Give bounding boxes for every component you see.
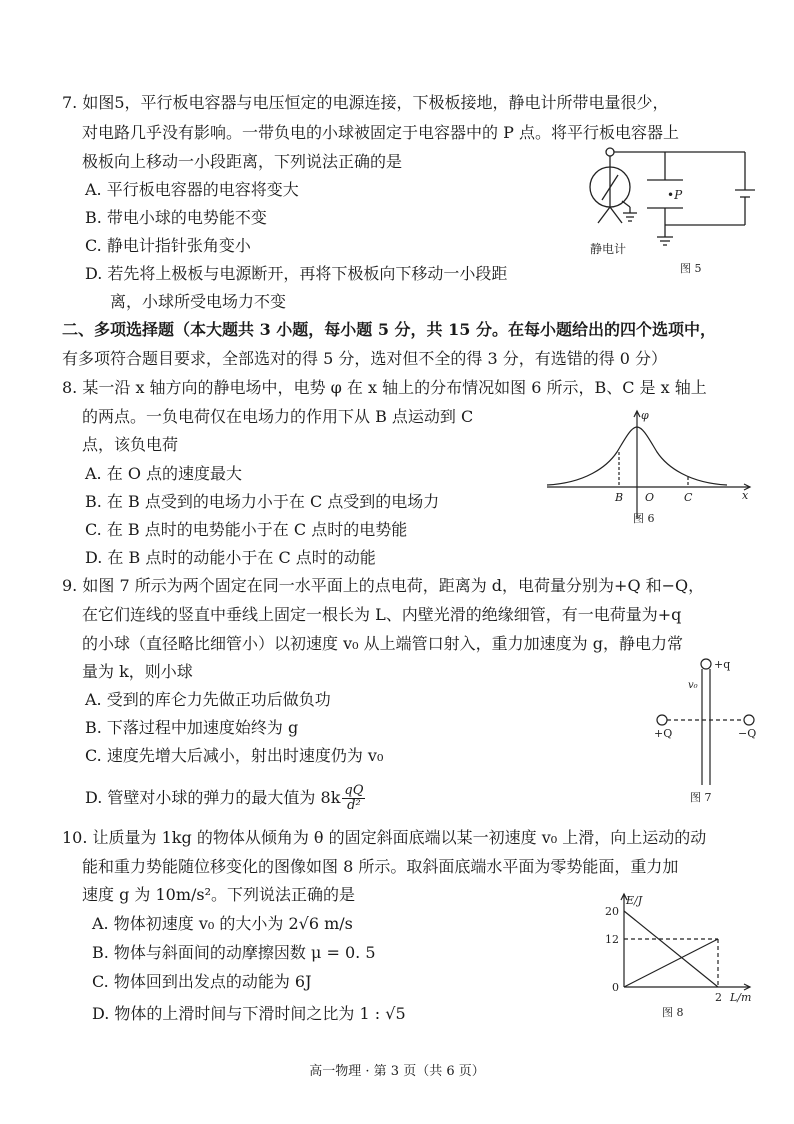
q10-stem-line1: 10. 让质量为 1kg 的物体从倾角为 θ 的固定斜面底端以某一初速度 v₀ 上滑，向上运动的动 <box>62 828 707 847</box>
q8-option-b: B. 在 B 点受到的电场力小于在 C 点受到的电场力 <box>85 492 440 511</box>
q7-option-d-line2: 离，小球所受电场力不变 <box>110 292 287 311</box>
q9-option-d-fraction <box>342 784 365 813</box>
fig8-y-axis-label: E/J <box>626 894 643 907</box>
q9-option-a: A. 受到的库仑力先做正功后做负功 <box>85 690 331 709</box>
q10-option-a: A. 物体初速度 v₀ 的大小为 2√6 m/s <box>92 914 353 933</box>
q10-option-c: C. 物体回到出发点的动能为 6J <box>92 972 312 991</box>
fig8-tick-2: 2 <box>715 991 722 1004</box>
figure-7-tube-charges <box>650 655 760 810</box>
fig6-b-label: B <box>615 491 624 504</box>
fig7-minus-big-q-label: −Q <box>738 727 757 740</box>
q8-stem-line2: 的两点。一负电荷仅在电场力的作用下从 B 点运动到 C <box>82 407 474 426</box>
figure-8-energy-graph <box>600 890 760 1020</box>
q8-stem-line1: 8. 某一沿 x 轴方向的静电场中，电势 φ 在 x 轴上的分布情况如图 6 所示，B、C 是 x 轴上 <box>62 378 707 397</box>
q10-option-b: B. 物体与斜面间的动摩擦因数 μ = 0. 5 <box>92 943 376 962</box>
fig7-plus-q-label: +q <box>714 658 731 671</box>
q10-option-d: D. 物体的上滑时间与下滑时间之比为 1 : √5 <box>92 1004 406 1023</box>
q7-option-d-line1: D. 若先将上极板与电源断开，再将下极板向下移动一小段距 <box>85 264 508 283</box>
q8-option-c: C. 在 B 点时的电势能小于在 C 点时的电势能 <box>85 520 408 539</box>
fig5-caption: 图 5 <box>680 262 702 275</box>
fig5-point-p-label: •P <box>667 188 683 202</box>
q9-option-b: B. 下落过程中加速度始终为 g <box>85 718 299 737</box>
q7-option-b: B. 带电小球的电势能不变 <box>85 208 267 227</box>
q7-stem-line1: 7. 如图5，平行板电容器与电压恒定的电源连接，下极板接地，静电计所带电量很少， <box>62 93 669 112</box>
q10-stem-line3: 速度 g 为 10m/s²。下列说法正确的是 <box>82 885 356 904</box>
fig7-plus-big-q-label: +Q <box>654 727 673 740</box>
fig7-caption: 图 7 <box>690 791 712 804</box>
fraction-denominator: d² <box>347 798 361 813</box>
q8-option-a: A. 在 O 点的速度最大 <box>85 464 243 483</box>
fig8-tick-0: 0 <box>612 981 619 994</box>
q9-option-c: C. 速度先增大后减小，射出时速度仍为 v₀ <box>85 746 384 765</box>
fig8-tick-20: 20 <box>605 905 619 918</box>
q9-stem-line1: 9. 如图 7 所示为两个固定在同一水平面上的点电荷，距离为 d，电荷量分别为+Q 和−Q， <box>62 576 705 595</box>
fig6-c-label: C <box>684 491 693 504</box>
section-2-instructions: 有多项符合题目要求，全部选对的得 5 分，选对但不全的得 3 分，有选错的得 0 分） <box>62 349 668 368</box>
page-footer: 高一物理 · 第 3 页（共 6 页） <box>309 1064 485 1079</box>
q7-option-a: A. 平行板电容器的电容将变大 <box>85 180 299 199</box>
fig8-caption: 图 8 <box>662 1006 684 1019</box>
q9-stem-line3: 的小球（直径略比细管小）以初速度 v₀ 从上端管口射入，重力加速度为 g，静电力常 <box>82 634 683 653</box>
fig5-electrometer-label: 静电计 <box>590 242 627 256</box>
q10-stem-line2: 能和重力势能随位移变化的图像如图 8 所示。取斜面底端水平面为零势能面，重力加 <box>82 857 679 876</box>
q7-stem-line2: 对电路几乎没有影响。一带负电的小球被固定于电容器中的 P 点。将平行板电容器上 <box>82 123 679 142</box>
q9-stem-line2: 在它们连线的竖直中垂线上固定一根长为 L、内壁光滑的绝缘细管，有一电荷量为+q <box>82 605 682 624</box>
fraction-numerator: qQ <box>344 783 364 798</box>
fig6-x-label: x <box>742 489 749 502</box>
q7-stem-line3: 极板向上移动一小段距离，下列说法正确的是 <box>82 152 403 171</box>
q8-stem-line3: 点，该负电荷 <box>82 435 179 454</box>
q9-option-d-text: D. 管壁对小球的弹力的最大值为 8k <box>85 788 341 807</box>
fig6-o-label: O <box>645 491 655 504</box>
q9-option-d <box>85 780 367 816</box>
fig8-tick-12: 12 <box>605 933 619 946</box>
fig6-phi-label: φ <box>641 409 649 422</box>
q9-stem-line4: 量为 k，则小球 <box>82 662 193 681</box>
q7-option-c: C. 静电计指针张角变小 <box>85 236 251 255</box>
q8-option-d: D. 在 B 点时的动能小于在 C 点时的动能 <box>85 548 376 567</box>
section-2-title: 二、多项选择题（本大题共 3 小题，每小题 5 分，共 15 分。在每小题给出的四个选项中， <box>62 320 716 339</box>
fig7-v0-label: v₀ <box>688 680 698 691</box>
figure-6-potential-curve <box>545 407 755 527</box>
fig6-caption: 图 6 <box>633 512 655 525</box>
figure-5-circuit <box>585 145 760 280</box>
fig8-x-axis-label: L/m <box>730 991 752 1004</box>
